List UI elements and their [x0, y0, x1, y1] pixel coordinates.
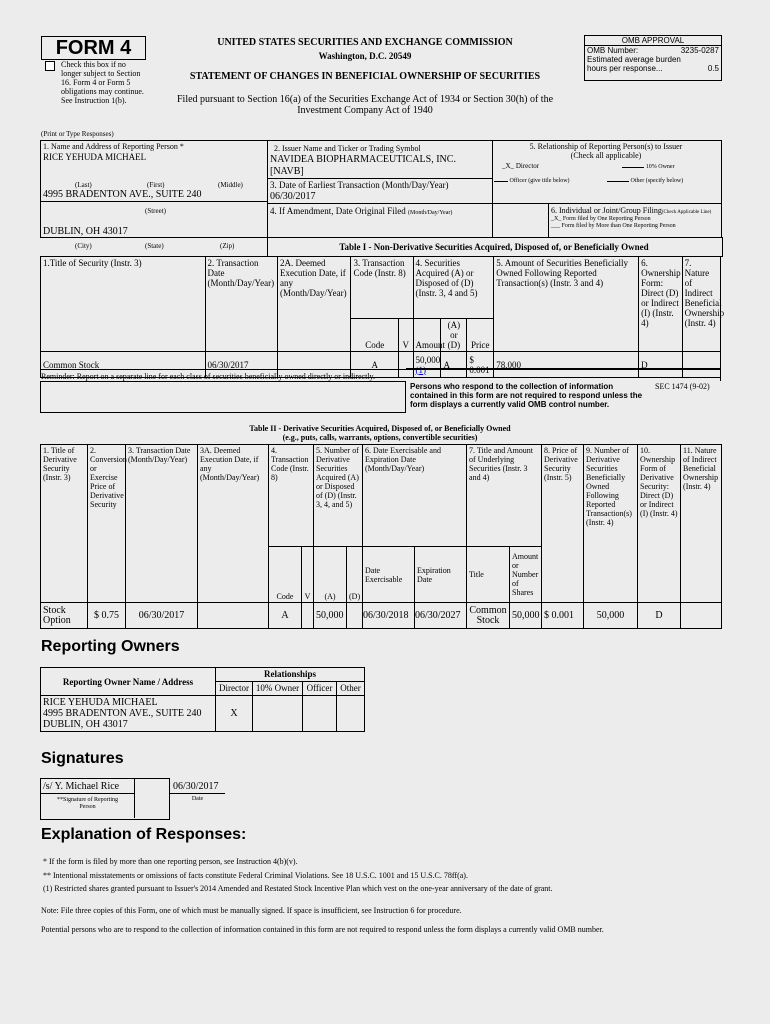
t1-h2: 2. Transaction Date (Month/Day/Year)	[205, 257, 277, 352]
t1-aord: (A) or (D)	[441, 319, 467, 352]
owner-director-mark: X	[216, 696, 253, 732]
t2-date-ex: Date Exercisable	[363, 547, 415, 603]
t2-title-col: Title	[467, 547, 510, 603]
ten-pct-owner-check: 10% Owner	[622, 162, 675, 171]
form-title: FORM 4	[41, 36, 146, 60]
footnote-1-link[interactable]: (1)	[415, 364, 427, 375]
t2-h3a: 3A. Deemed Execution Date, if any (Month/Day/Year)	[198, 445, 269, 603]
t2-h9: 9. Number of Derivative Securities Beneficially Owned Following Reported Transaction(s) (Instr. 4)	[584, 445, 638, 603]
checkbox-note: Check this box if no longer subject to Section 16. Form 4 or Form 5 obligations may continue. See Instruction 1(b).	[61, 60, 144, 105]
t1-row-amount: 50,000 (1)	[413, 352, 441, 378]
t2-row-form: D	[638, 603, 681, 629]
box1-label: 1. Name and Address of Reporting Person *	[43, 142, 184, 151]
box5-sub: (Check all applicable)	[570, 151, 642, 160]
city-value: DUBLIN, OH 43017	[43, 226, 128, 237]
t2-row-deriv-price: $ 0.001	[542, 603, 584, 629]
t2-row-owned: 50,000	[584, 603, 638, 629]
explanation-heading: Explanation of Responses:	[41, 826, 247, 843]
box2-label: 2. Issuer Name and Ticker or Trading Symbol	[274, 144, 421, 153]
omb-title: OMB APPROVAL	[585, 36, 721, 46]
zip-label: (Zip)	[220, 242, 235, 250]
box6-more: ___ Form filed by More than One Reporting Person	[551, 223, 676, 229]
t2-row-code: A	[269, 603, 302, 629]
t2-h1: 1. Title of Derivative Security (Instr. 3)	[41, 445, 88, 603]
agency-location: Washington, D.C. 20549	[318, 51, 412, 61]
table2-title: Table II - Derivative Securities Acquired, Disposed of, or Beneficially Owned	[249, 424, 511, 433]
box4-label: 4. If Amendment, Date Original Filed (Month/Day/Year)	[270, 206, 453, 216]
owner-col-ten-pct: 10% Owner	[253, 682, 303, 696]
t2-row-underlying: Common Stock	[467, 603, 510, 629]
t2-a: (A)	[314, 547, 347, 603]
reminder: Reminder: Report on a separate line for each class of securities beneficially owned directly or indirectly.	[41, 372, 376, 381]
t1-code: Code	[351, 319, 399, 352]
reporting-owners-heading: Reporting Owners	[41, 638, 180, 655]
potential-persons: Potential persons who are to respond to the collection of information contained in this form are not required to respond unless the form displays a currently valid OMB number.	[41, 925, 604, 934]
signer-label: **Signature of Reporting Person	[57, 797, 118, 810]
t2-h2: 2. Conversion or Exercise Price of Derivative Security	[88, 445, 126, 603]
statement-title: STATEMENT OF CHANGES IN BENEFICIAL OWNERSHIP OF SECURITIES	[189, 71, 541, 82]
t1-h2a: 2A. Deemed Execution Date, if any (Month/Day/Year)	[277, 257, 350, 352]
t2-row-shares: 50,000	[510, 603, 542, 629]
signature-date-label: Date	[191, 796, 204, 802]
owner-col-officer: Officer	[303, 682, 337, 696]
table1-nonderivative	[40, 256, 725, 378]
box6-one: _X_ Form filed by One Reporting Person	[551, 216, 651, 222]
t1-h4: 4. Securities Acquired (A) or Disposed of (D) (Instr. 3, 4 and 5)	[413, 257, 494, 319]
omb-number-label: OMB Number:	[587, 46, 639, 55]
t2-h3: 3. Transaction Date (Month/Day/Year)	[126, 445, 198, 603]
omb-hours-label: hours per response...	[587, 64, 663, 73]
first-label: (First)	[147, 181, 165, 189]
last-label: (Last)	[75, 181, 92, 189]
relationships-header: Relationships	[216, 668, 365, 682]
omb-number: 3235-0287	[680, 46, 719, 55]
street-value: 4995 BRADENTON AVE., SUITE 240	[43, 189, 202, 200]
reporting-person-name: RICE YEHUDA MICHAEL	[43, 152, 147, 162]
t2-h7: 7. Title and Amount of Underlying Securities (Instr. 3 and 4)	[467, 445, 542, 547]
state-label: (State)	[145, 242, 164, 250]
street-label: (Street)	[145, 207, 166, 215]
signatures-heading: Signatures	[41, 750, 124, 767]
sec-code: SEC 1474 (9-02)	[655, 382, 710, 391]
signer-name: /s/ Y. Michael Rice	[43, 781, 120, 792]
t2-code: Code	[269, 547, 302, 603]
box6-label: 6. Individual or Joint/Group Filing(Check Applicable Line)	[551, 206, 712, 215]
t2-row-price: $ 0.75	[88, 603, 126, 629]
t2-h4: 4. Transaction Code (Instr. 8)	[269, 445, 314, 547]
reporting-owners-table	[40, 667, 365, 732]
t2-row-title: Stock Option	[41, 603, 88, 629]
explanation-line-1: * If the form is filed by more than one reporting person, see Instruction 4(b)(v).	[43, 857, 298, 866]
city-label: (City)	[75, 242, 92, 250]
owner-name-address: RICE YEHUDA MICHAEL 4995 BRADENTON AVE., SUITE 240 DUBLIN, OH 43017	[41, 696, 216, 732]
owner-col-name: Reporting Owner Name / Address	[41, 668, 216, 696]
owner-col-other: Other	[337, 682, 365, 696]
box5-label: 5. Relationship of Reporting Person(s) to Issuer	[529, 142, 683, 151]
t1-h7: 7. Nature of Indirect Beneficial Ownership (Instr. 4)	[682, 257, 720, 352]
owner-col-director: Director	[216, 682, 253, 696]
t2-h6: 6. Date Exercisable and Expiration Date (Month/Day/Year)	[363, 445, 467, 547]
t1-amount: Amount	[413, 319, 441, 352]
t2-h8: 8. Price of Derivative Security (Instr. 5)	[542, 445, 584, 603]
t1-date: 06/30/2017	[205, 352, 277, 378]
middle-label: (Middle)	[218, 181, 243, 189]
issuer-ticker: [NAVB]	[270, 166, 304, 177]
t2-h11: 11. Nature of Indirect Beneficial Ownership (Instr. 4)	[681, 445, 722, 603]
t1-v: V	[399, 319, 413, 352]
t1-row-price: $ 0.001	[467, 352, 494, 378]
t2-row-exercisable: 06/30/2018	[363, 603, 415, 629]
officer-other-check: Officer (give title below) Other (specify below)	[494, 177, 718, 185]
table-row	[41, 603, 722, 629]
director-check: _X_ Director	[502, 162, 540, 170]
omb-approval-box	[584, 35, 722, 81]
t1-row-aord: A	[441, 352, 467, 378]
earliest-date-value: 06/30/2017	[270, 191, 316, 202]
t2-h10: 10. Ownership Form of Derivative Security: Direct (D) or Indirect (I) (Instr. 4)	[638, 445, 681, 603]
t1-h6: 6. Ownership Form: Direct (D) or Indirect (I) (Instr. 4)	[639, 257, 682, 352]
table2-derivative	[40, 444, 722, 629]
t1-price: Price	[467, 319, 494, 352]
explanation-line-3: (1) Restricted shares granted pursuant to Issuer's 2014 Amended and Restated Stock Incentive Plan which vest on the one-year anniversary of the date of grant.	[43, 884, 553, 893]
t2-v: V	[302, 547, 314, 603]
table-row	[41, 696, 365, 732]
filed-pursuant: Filed pursuant to Section 16(a) of the Securities Exchange Act of 1934 or Section 30(h) of the Investment Company Act of 1940	[176, 94, 554, 116]
t2-h5: 5. Number of Derivative Securities Acquired (A) or Disposed of (D) (Instr. 3, 4, and 5)	[314, 445, 363, 547]
t1-row-owned: 78,000	[494, 352, 639, 378]
note-copies: Note: File three copies of this Form, one of which must be manually signed. If space is insufficient, see Instruction 6 for procedure.	[41, 906, 462, 915]
t2-d: (D)	[347, 547, 363, 603]
omb-burden-label: Estimated average burden	[587, 55, 681, 64]
signature-date: 06/30/2017	[173, 781, 219, 792]
t1-h1: 1.Title of Security (Instr. 3)	[41, 257, 206, 352]
omb-hours: 0.5	[707, 64, 719, 73]
persons-note: Persons who respond to the collection of information contained in this form are not required to respond unless the form displays a currently valid OMB control number.	[410, 382, 643, 409]
t2-row-date: 06/30/2017	[126, 603, 198, 629]
t1-row-code: A	[351, 352, 399, 378]
t1-h5: 5. Amount of Securities Beneficially Owned Following Reported Transaction(s) (Instr. 3 and 4)	[494, 257, 639, 352]
table2-subtitle: (e.g., puts, calls, warrants, options, convertible securities)	[282, 433, 478, 442]
explanation-line-2: ** Intentional misstatements or omissions of facts constitute Federal Criminal Violations. See 18 U.S.C. 1001 and 15 U.S.C. 78ff(a).	[43, 871, 468, 880]
issuer-name: NAVIDEA BIOPHARMACEUTICALS, INC.	[270, 154, 456, 165]
t1-h3: 3. Transaction Code (Instr. 8)	[351, 257, 413, 319]
t2-row-a: 50,000	[314, 603, 347, 629]
t2-amount-col: Amount or Number of Shares	[510, 547, 542, 603]
t1-security: Common Stock	[41, 352, 206, 378]
t2-row-expiration: 06/30/2027	[415, 603, 467, 629]
t1-row-form: D	[639, 352, 682, 378]
table1-title: Table I - Non-Derivative Securities Acquired, Disposed of, or Beneficially Owned	[339, 242, 649, 252]
print-note: (Print or Type Responses)	[41, 130, 114, 138]
t2-exp: Expiration Date	[415, 547, 467, 603]
no-longer-subject-checkbox[interactable]	[45, 61, 55, 71]
agency-title: UNITED STATES SECURITIES AND EXCHANGE COMMISSION	[217, 37, 513, 48]
box3-label: 3. Date of Earliest Transaction (Month/Day/Year)	[270, 180, 449, 190]
